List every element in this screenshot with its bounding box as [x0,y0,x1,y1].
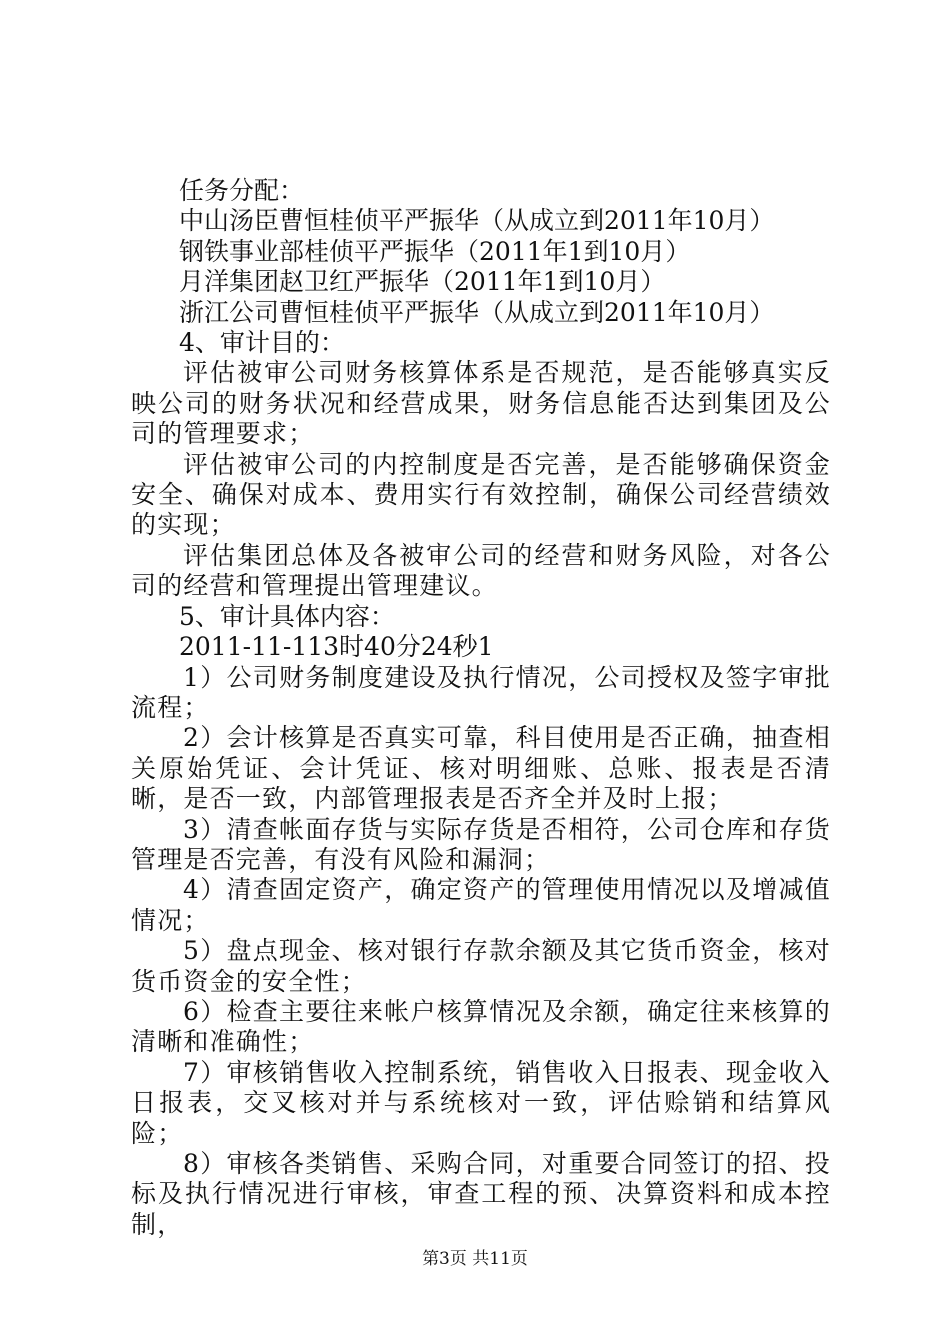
audit-purpose-heading: 4、审计目的： [179,328,345,358]
assignment-line: 月洋集团赵卫红严振华（2011年1到10月） [179,267,666,297]
purpose-paragraph: 评估被审公司的内控制度是否完善，是否能够确保资金安全、确保对成本、费用实行有效控制，确保公司经营绩效的实现； [131,449,831,540]
assignment-line: 钢铁事业部桂侦平严振华（2011年1到10月） [179,236,691,266]
purpose-paragraph: 评估集团总体及各被审公司的经营和财务风险，对各公司的经营和管理提出管理建议。 [131,540,831,601]
audit-item: 6）检查主要往来帐户核算情况及余额，确定往来核算的清晰和准确性； [131,996,831,1057]
audit-item: 2）会计核算是否真实可靠，科目使用是否正确，抽查相关原始凭证、会计凭证、核对明细账、总账、报表是否清晰，是否一致，内部管理报表是否齐全并及时上报； [131,723,831,814]
audit-item: 1）公司财务制度建设及执行情况，公司授权及签字审批流程； [131,662,831,722]
audit-item: 3）清查帐面存货与实际存货是否相符，公司仓库和存货管理是否完善，有没有风险和漏洞； [131,814,831,874]
task-assignment-heading: 任务分配： [179,176,305,205]
audit-item: 5）盘点现金、核对银行存款余额及其它货币资金，核对货币资金的安全性； [131,936,831,996]
page-number-footer: 第3页 共11页 [422,1249,528,1269]
purpose-paragraph: 评估被审公司财务核算体系是否规范，是否能够真实反映公司的财务状况和经营成果，财务信息能否达到集团及公司的管理要求； [131,358,831,449]
document-body [131,176,831,1240]
audit-item: 7）审核销售收入控制系统，销售收入日报表、现金收入日报表，交叉核对并与系统核对一致，评估赊销和结算风险； [131,1057,831,1148]
assignment-line: 浙江公司曹恒桂侦平严振华（从成立到2011年10月） [179,297,775,327]
assignment-line: 中山汤臣曹恒桂侦平严振华（从成立到2011年10月） [179,206,775,236]
audit-item: 8）审核各类销售、采购合同，对重要合同签订的招、投标及执行情况进行审核，审查工程的预、决算资料和成本控制， [131,1149,831,1239]
audit-content-heading: 5、审计具体内容： [179,601,395,631]
timestamp-line: 2011-11-113时40分24秒1 [179,632,494,662]
audit-item: 4）清查固定资产，确定资产的管理使用情况以及增减值情况； [131,875,831,935]
